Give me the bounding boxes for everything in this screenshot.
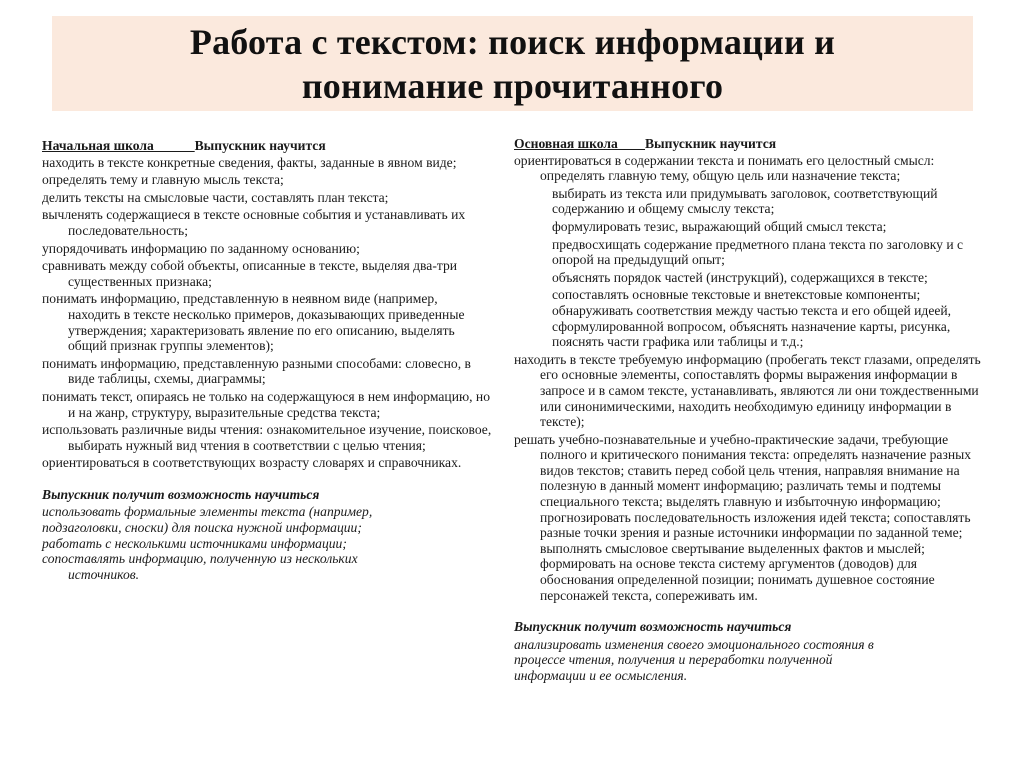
primary-school-heading	[42, 138, 492, 154]
list-item: решать учебно-познавательные и учебно-практические задачи, требующие полного и критического понимания текста: определять назначение разных видов текстов; ставить перед собой цель чтения, направляя внимание на полезную в данный момент информацию; различать темы и подтемы специального текста; выделять главную и избыточную информацию; прогнозировать последовательность изложения идей текста; сопоставлять разные точки зрения и разные источники информации по заданной теме; выполнять смысловое свертывание выделенных фактов и мыслей; формировать на основе текста систему аргументов (доводов) для обоснования определенной позиции; понимать душевное состояние персонажей текста, сопереживать им.	[514, 431, 972, 603]
primary-school-label: Начальная школа______	[42, 138, 195, 153]
list-item: ориентироваться в соответствующих возрасту словарях и справочниках.	[42, 455, 462, 471]
secondary-school-label: Основная школа____	[514, 136, 645, 151]
slide-title-line-2: понимание прочитанного	[301, 65, 724, 106]
list-item: находить в тексте конкретные сведения, факты, заданные в явном виде;	[42, 154, 457, 170]
sub-list-item: выбирать из текста или придумывать заголовок, соответствующий содержанию и общему смыслу текста;	[552, 185, 938, 217]
sub-list-item: формулировать тезис, выражающий общий смысл текста;	[552, 218, 887, 234]
opportunity-heading: Выпускник получит возможность научиться	[514, 619, 792, 635]
primary-school-column	[42, 138, 492, 582]
graduate-will-learn-label: Выпускник научится	[644, 136, 777, 151]
slide-title	[190, 20, 835, 108]
opportunity-line: работать с несколькими источниками информации;	[42, 535, 347, 551]
opportunity-line: анализировать изменения своего эмоционального состояния в	[514, 636, 874, 652]
list-item: находить в тексте требуемую информацию (пробегать текст глазами, определять его основные элементы, сопоставлять формы выражения информации в запросе и в самом тексте, устанавливать, являются ли они тождественными или синонимическими, находить необходимую единицу информации в тексте);	[514, 351, 981, 430]
opportunity-line: информации и ее осмысления.	[514, 668, 688, 683]
list-item: определять тему и главную мысль текста;	[42, 172, 284, 188]
opportunity-line: процессе чтения, получения и переработки полученной	[514, 652, 833, 668]
title-banner	[52, 16, 973, 111]
secondary-school-column	[514, 136, 992, 684]
opportunity-line: использовать формальные элементы текста (например,	[42, 504, 373, 520]
graduate-will-learn-label: Выпускник научится	[194, 138, 326, 153]
secondary-school-heading	[514, 136, 992, 152]
list-item: сравнивать между собой объекты, описанные в тексте, выделяя два-три существенных признака;	[42, 258, 458, 289]
opportunity-line: источников.	[68, 566, 140, 582]
list-item: понимать информацию, представленную разными способами: словесно, в виде таблицы, схемы, диаграммы;	[42, 355, 471, 387]
opportunity-line: подзаголовки, сноски) для поиска нужной информации;	[42, 520, 362, 536]
list-item: вычленять содержащиеся в тексте основные события и устанавливать их последовательность;	[42, 207, 466, 238]
sub-list-item: сопоставлять основные текстовые и внетекстовые компоненты; обнаруживать соответствия между частью текста и его общей идеей, сформулированной вопросом, объяснять назначение карты, рисунка, пояснять части графика или таблицы и т.д.;	[552, 287, 952, 350]
list-item: упорядочивать информацию по заданному основанию;	[42, 240, 360, 256]
opportunity-heading: Выпускник получит возможность научиться	[42, 486, 320, 502]
slide-title-line-1: Работа с текстом: поиск информации и	[189, 21, 836, 62]
sub-list-item: объяснять порядок частей (инструкций), содержащихся в тексте;	[552, 269, 928, 285]
list-item: ориентироваться в содержании текста и понимать его целостный смысл: определять главную тему, общую цель или назначение текста;	[514, 152, 935, 184]
sub-list-item: предвосхищать содержание предметного плана текста по заголовку и с опорой на предыдущий опыт;	[552, 236, 964, 268]
list-item: использовать различные виды чтения: ознакомительное изучение, поисковое, выбирать нужный вид чтения в соответствии с целью чтения;	[42, 422, 492, 453]
list-item: понимать текст, опираясь не только на содержащуюся в нем информацию, но и на жанр, структуру, выразительные средства текста;	[42, 388, 490, 420]
list-item: делить тексты на смысловые части, составлять план текста;	[42, 189, 389, 205]
list-item: понимать информацию, представленную в неявном виде (например, находить в тексте несколько примеров, доказывающих приведенные утверждения; характеризовать явление по его описанию, выделять общий признак группы элементов);	[42, 291, 465, 354]
opportunity-line: сопоставлять информацию, полученную из нескольких	[42, 551, 358, 567]
